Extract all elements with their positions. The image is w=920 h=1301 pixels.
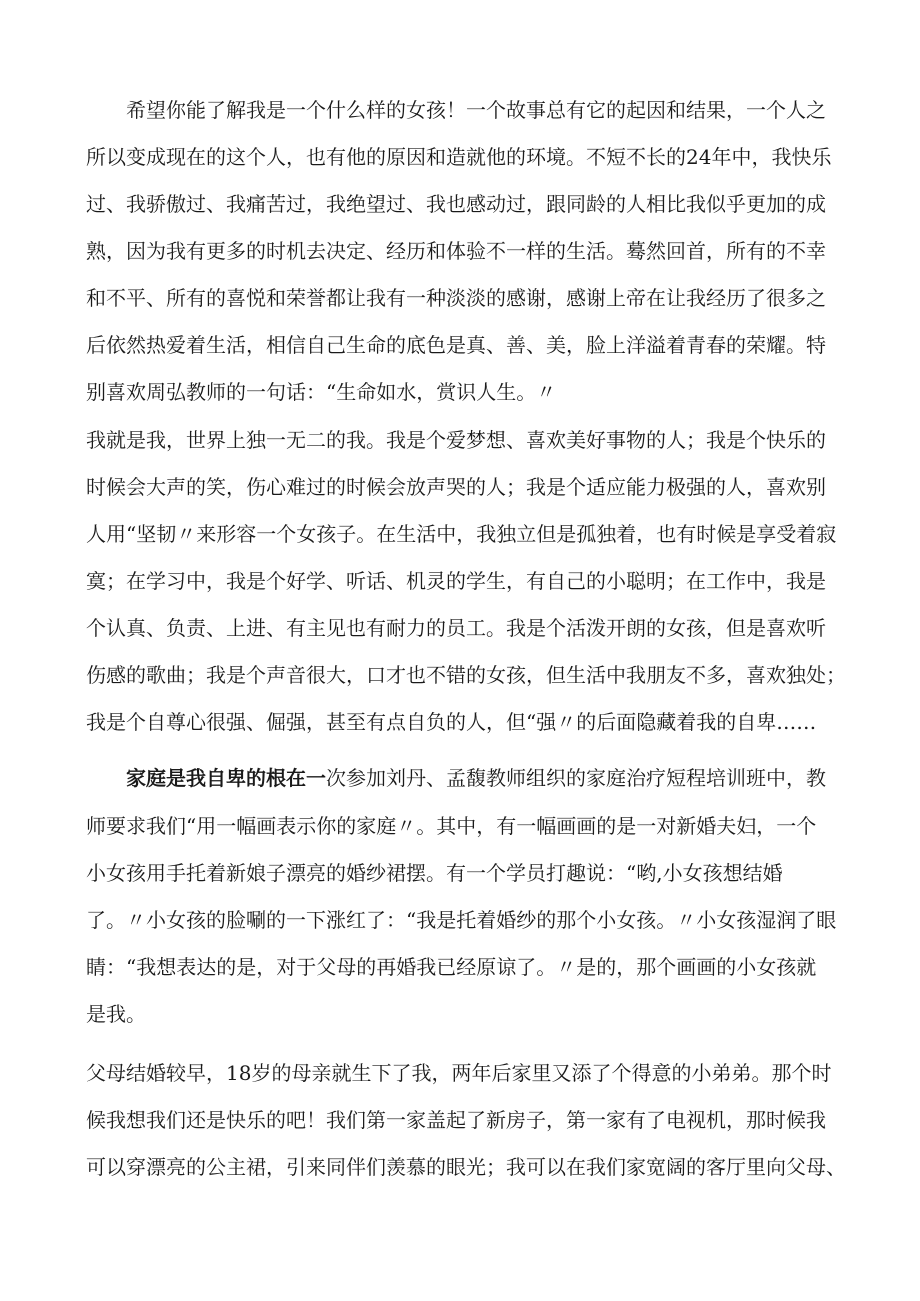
text-line: 时候会大声的笑，伤心难过的时候会放声哭的人；我是个适应能力极强的人，喜欢别 (86, 475, 826, 499)
text-line: 父母结婚较早，18岁的母亲就生下了我，两年后家里又添了个得意的小弟弟。那个时 (86, 1061, 832, 1085)
text-line: 伤感的歌曲；我是个声音很大，口才也不错的女孩，但生活中我朋友不多，喜欢独处； (86, 663, 846, 687)
text-line: 师要求我们“用一幅画表示你的家庭〃。其中，有一幅画画的是一对新婚夫妇，一个 (86, 814, 817, 838)
text-line: 别喜欢周弘教师的一句话：“生命如水，赏识人生。〃 (86, 380, 557, 404)
text-line: 和不平、所有的喜悦和荣誉都让我有一种淡淡的感谢，感谢上帝在让我经历了很多之 (86, 286, 826, 310)
text-line: 所以变成现在的这个人，也有他的原因和造就他的环境。不短不长的24年中，我快乐 (86, 145, 832, 169)
text-line: 希望你能了解我是一个什么样的女孩！一个故事总有它的起因和结果，一个人之 (126, 98, 826, 122)
text-line: 后依然热爱着生活，相信自己生命的底色是真、善、美，脸上洋溢着青春的荣耀。特 (86, 333, 826, 357)
text-line: 是我。 (86, 1002, 146, 1026)
text-line: 我是个自尊心很强、倔强，甚至有点自负的人，但“强〃的后面隐藏着我的自卑…… (86, 710, 817, 734)
text-line: 过、我骄傲过、我痛苦过，我绝望过、我也感动过，跟同龄的人相比我似乎更加的成 (86, 192, 826, 216)
text-line: 了。〃小女孩的脸唰的一下涨红了：“我是托着婚纱的那个小女孩。〃小女孩湿润了眼 (86, 908, 837, 932)
text-line: 候我想我们还是快乐的吧！我们第一家盖起了新房子，第一家有了电视机，那时候我 (86, 1108, 826, 1132)
heading-line (126, 760, 846, 796)
text-line: 熟，因为我有更多的时机去决定、经历和体验不一样的生活。蓦然回首，所有的不幸 (86, 239, 826, 263)
text-line: 人用“坚韧〃来形容一个女孩子。在生活中，我独立但是孤独着，也有时候是享受着寂 (86, 522, 837, 546)
text-line: 可以穿漂亮的公主裙，引来同伴们羡慕的眼光；我可以在我们家宽阔的客厅里向父母、 (86, 1155, 846, 1179)
heading-line-rest: 次参加刘丹、孟馥教师组织的家庭治疗短程培训班中，教 (326, 766, 826, 790)
text-line: 个认真、负责、上进、有主见也有耐力的员工。我是个活泼开朗的女孩，但是喜欢听 (86, 616, 826, 640)
text-line: 寞；在学习中，我是个好学、听话、机灵的学生，有自己的小聪明；在工作中，我是 (86, 569, 826, 593)
text-line: 小女孩用手托着新娘子漂亮的婚纱裙摆。有一个学员打趣说：“哟,小女孩想结婚 (86, 861, 783, 885)
section-heading: 家庭是我自卑的根在一 (126, 766, 326, 790)
text-line: 我就是我，世界上独一无二的我。我是个爱梦想、喜欢美好事物的人；我是个快乐的 (86, 428, 826, 452)
text-line: 睛：“我想表达的是，对于父母的再婚我已经原谅了。〃是的，那个画画的小女孩就 (86, 955, 817, 979)
